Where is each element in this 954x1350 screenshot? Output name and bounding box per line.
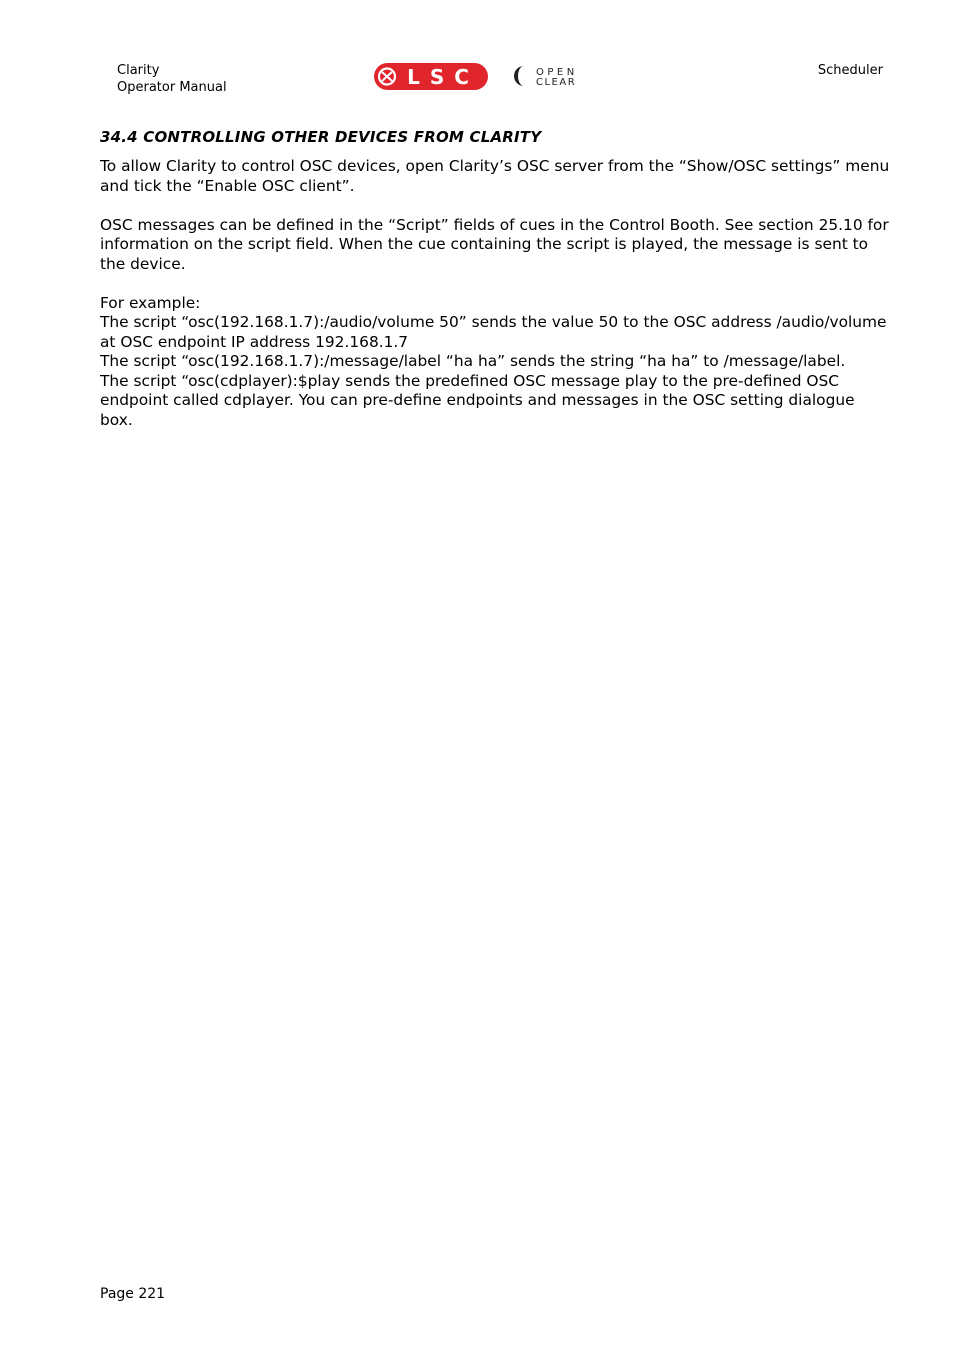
manual-title: Operator Manual <box>117 79 227 95</box>
example-line: The script “osc(192.168.1.7):/message/label “ha ha” sends the string “ha ha” to /message/label. <box>100 352 846 370</box>
lsc-logo <box>373 62 489 91</box>
openclear-logo-line1: OPEN <box>536 67 578 78</box>
section-heading: 34.4 CONTROLLING OTHER DEVICES FROM CLARITY <box>100 128 542 146</box>
lsc-logo-text: LSC <box>407 65 479 89</box>
page-number: Page 221 <box>100 1286 166 1302</box>
paragraph: OSC messages can be defined in the “Script” fields of cues in the Control Booth. See section 25.10 for information on the script field. When the cue containing the script is played, the message is sent to the device. <box>100 215 889 273</box>
openclear-logo <box>510 63 608 89</box>
paragraph: To allow Clarity to control OSC devices, open Clarity’s OSC server from the “Show/OSC settings” menu and tick the “Enable OSC client”. <box>100 157 890 195</box>
header-section-name: Scheduler <box>817 63 883 78</box>
openclear-logo-line2: CLEAR <box>536 77 577 88</box>
example-line: The script “osc(cdplayer):$play sends the predefined OSC message play to the pre-defined OSC endpoint called cdplayer. You can pre-define endpoints and messages in the OSC setting dialogue box. <box>100 371 855 429</box>
header-left <box>117 63 227 96</box>
example-intro: For example: <box>100 293 201 312</box>
product-name: Clarity <box>117 63 160 78</box>
example-line: The script “osc(192.168.1.7):/audio/volume 50” sends the value 50 to the OSC address /audio/volume at OSC endpoint IP address 192.168.1.7 <box>100 313 887 351</box>
body-text <box>100 157 890 430</box>
